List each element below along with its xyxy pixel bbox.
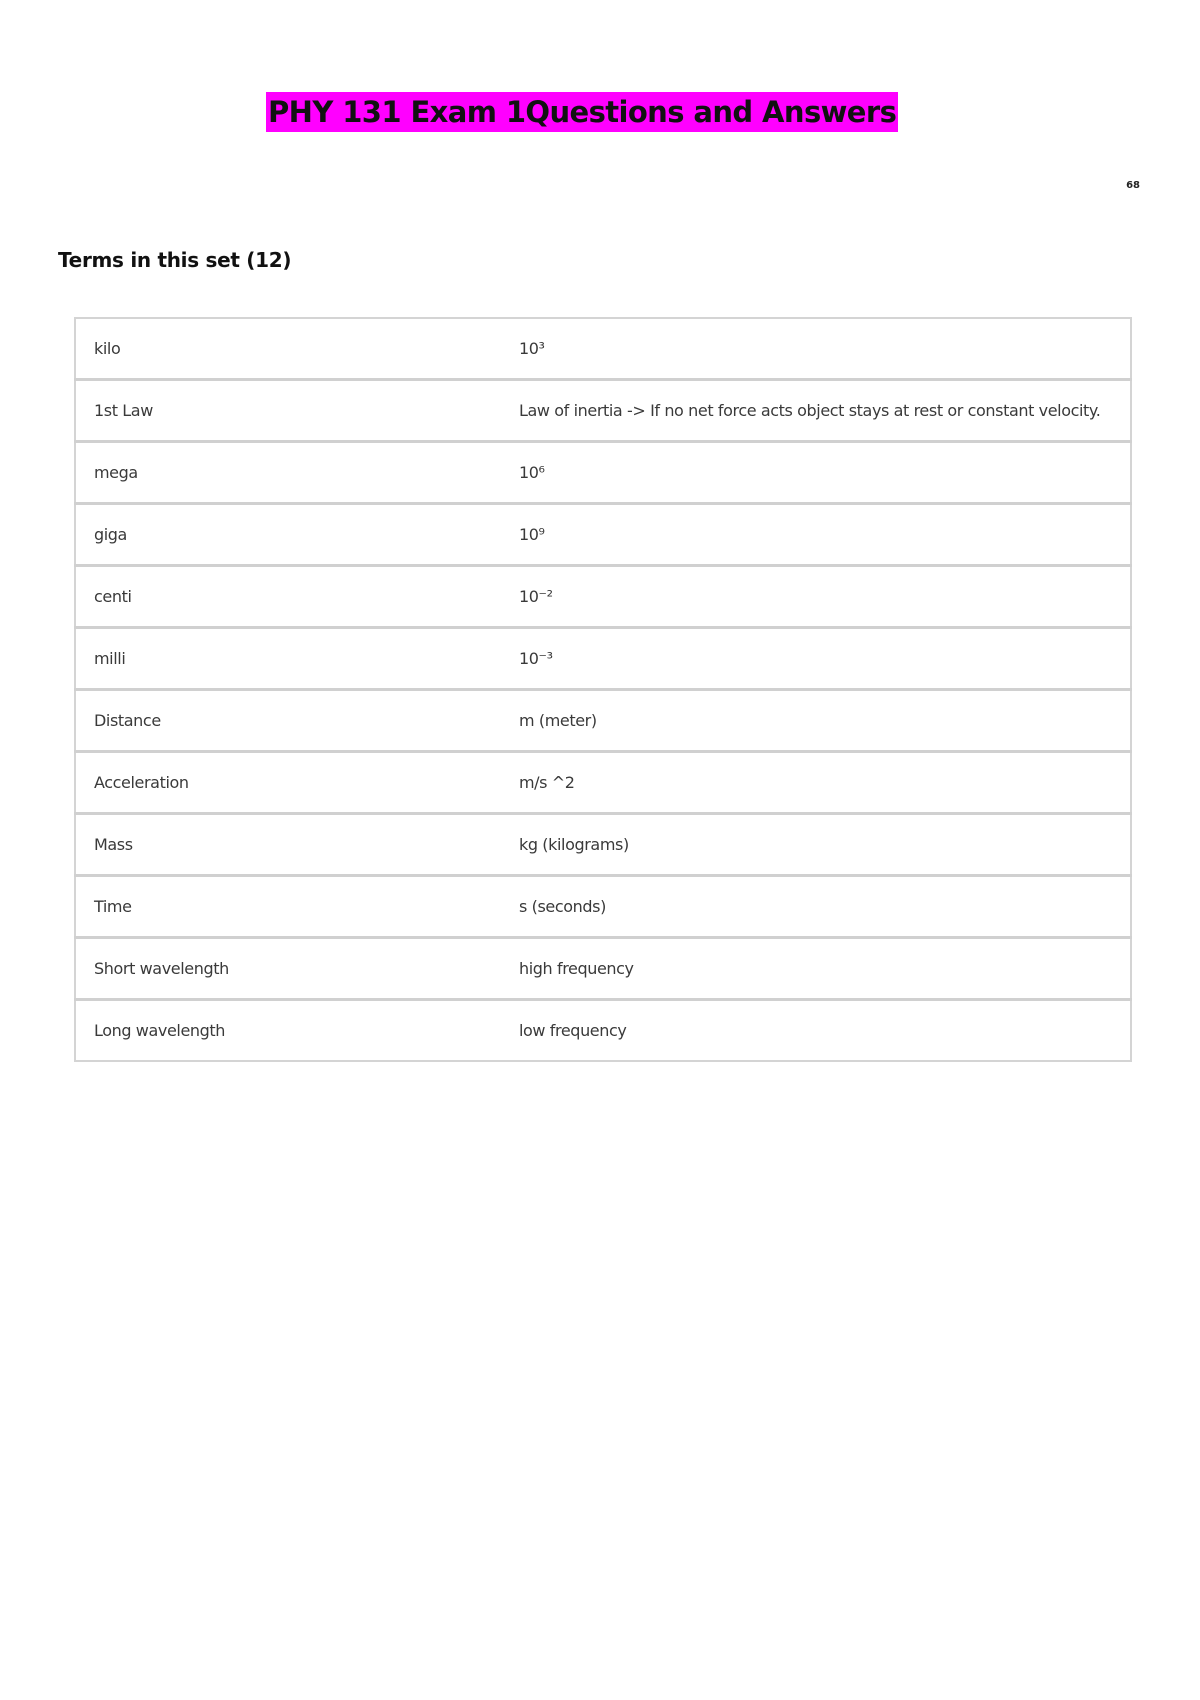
terms-table xyxy=(74,317,1132,1062)
term-cell: Acceleration xyxy=(75,752,519,814)
table-row xyxy=(75,380,1131,442)
table-row xyxy=(75,442,1131,504)
table-row xyxy=(75,814,1131,876)
term-cell: giga xyxy=(75,504,519,566)
term-cell: kilo xyxy=(75,318,519,380)
term-cell: mega xyxy=(75,442,519,504)
table-row xyxy=(75,938,1131,1000)
definition-cell: low frequency xyxy=(519,1021,627,1040)
table-row xyxy=(75,504,1131,566)
definition-cell: 10³ xyxy=(519,318,1131,380)
term-cell: milli xyxy=(75,628,519,690)
term-cell: Mass xyxy=(75,814,519,876)
definition-cell: kg (kilograms) xyxy=(519,814,1131,876)
document-title: PHY 131 Exam 1Questions and Answers xyxy=(266,92,898,132)
definition-cell: 10⁶ xyxy=(519,442,1131,504)
definition-cell: Law of inertia -> If no net force acts object stays at rest or constant velocity. xyxy=(519,380,1131,442)
definition-cell: 10⁻³ xyxy=(519,628,1131,690)
set-heading: Terms in this set (12) xyxy=(58,248,292,272)
term-cell: Distance xyxy=(75,690,519,752)
definition-cell: high frequency xyxy=(519,938,1131,1000)
table-row xyxy=(75,566,1131,628)
definition-cell: m/s ^2 xyxy=(519,752,1131,814)
page-number: 68 xyxy=(1126,180,1140,191)
term-cell: centi xyxy=(75,566,519,628)
definition-cell: 10⁹ xyxy=(519,504,1131,566)
term-cell: Long wavelength xyxy=(94,1021,226,1040)
term-cell: Short wavelength xyxy=(75,938,519,1000)
definition-cell: m (meter) xyxy=(519,690,1131,752)
table-row xyxy=(75,752,1131,814)
term-cell: 1st Law xyxy=(75,380,519,442)
term-cell: Time xyxy=(75,876,519,938)
table-row xyxy=(75,318,1131,380)
definition-cell: 10⁻² xyxy=(519,566,1131,628)
table-row xyxy=(75,1000,1131,1062)
table-row xyxy=(75,690,1131,752)
table-row xyxy=(75,628,1131,690)
definition-cell: s (seconds) xyxy=(519,876,1131,938)
table-row xyxy=(75,876,1131,938)
